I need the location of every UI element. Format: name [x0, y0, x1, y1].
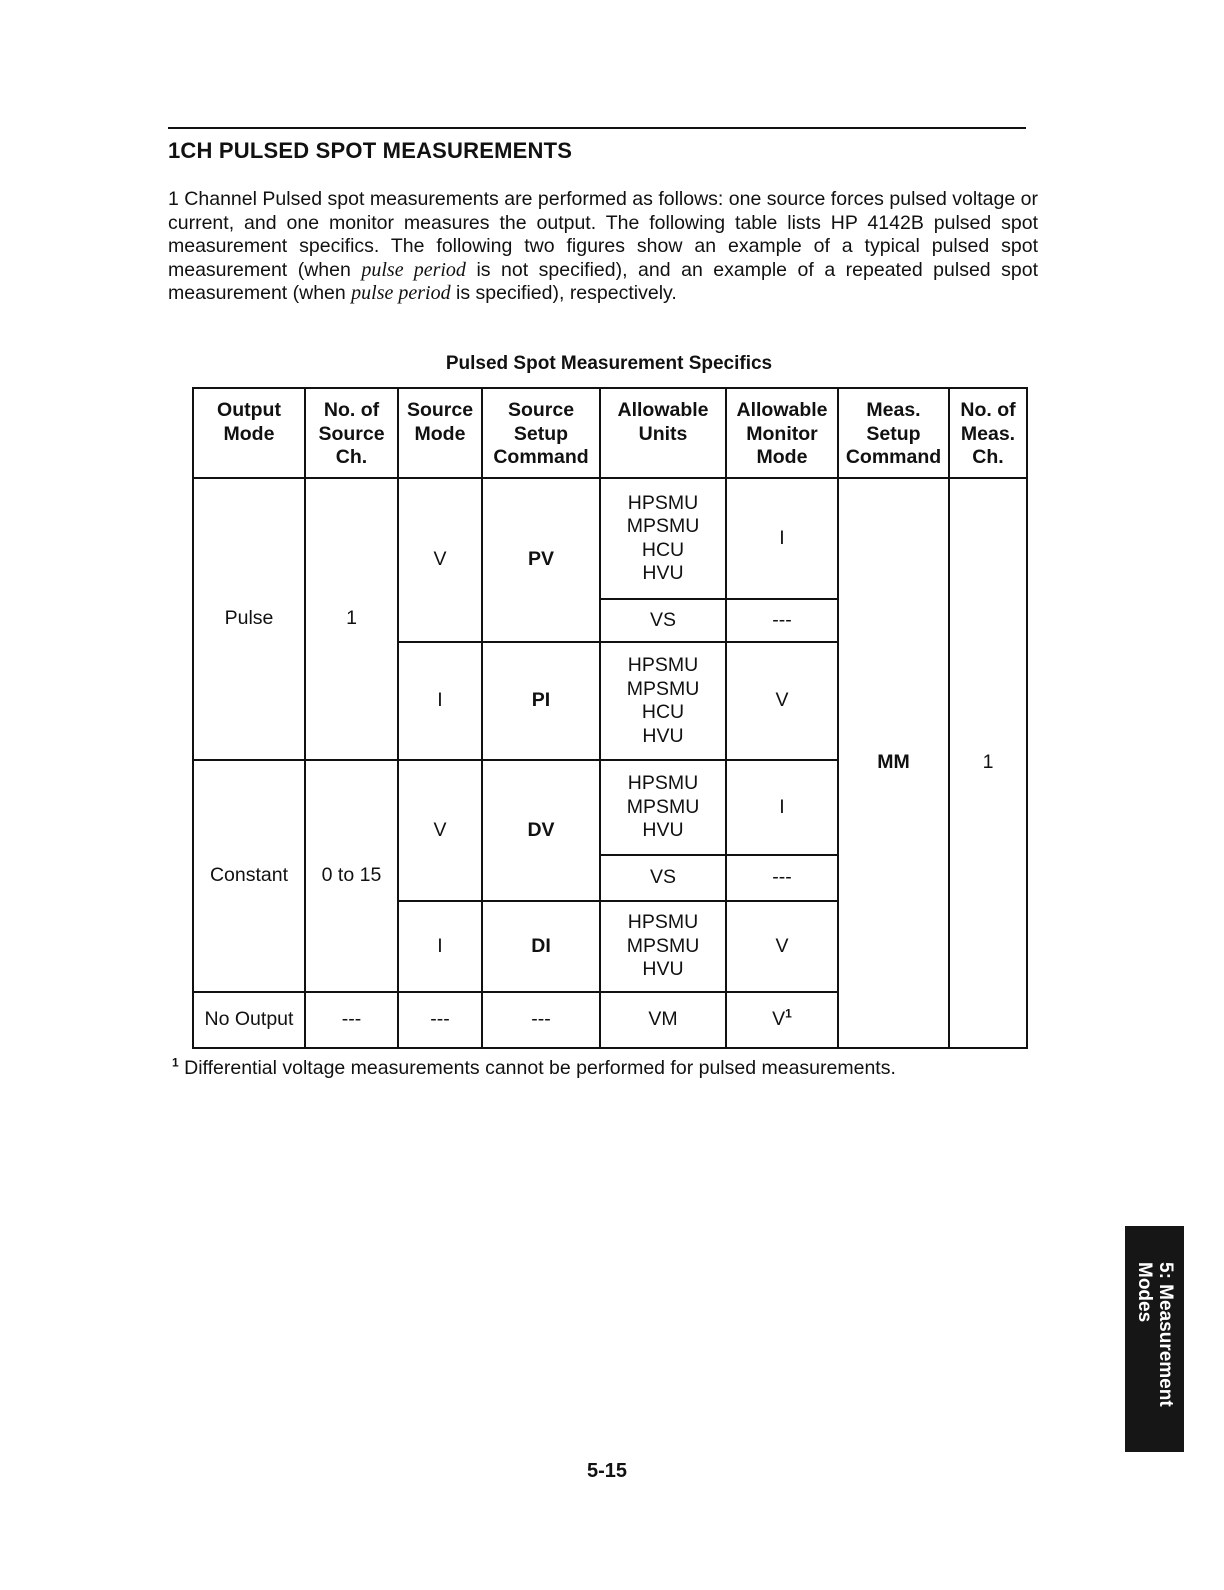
- no-output-source-ch: ---: [305, 992, 398, 1048]
- pulse-output-mode: Pulse: [193, 478, 305, 760]
- page-number: 5-15: [586, 1460, 628, 1482]
- constant-output-mode: Constant: [193, 760, 305, 992]
- constant-v-mode: V: [398, 760, 482, 901]
- chapter-tab-label: [1125, 1226, 1184, 1452]
- pulse-source-ch: 1: [305, 478, 398, 760]
- table-header-row: [193, 388, 1027, 478]
- chapter-tab-line-2: Modes: [1134, 1262, 1155, 1323]
- pulse-i-mode: I: [398, 642, 482, 760]
- header-output-mode: Output Mode: [193, 388, 305, 478]
- pulse-i-monitor: V: [726, 642, 838, 760]
- section-title: 1CH PULSED SPOT MEASUREMENTS: [168, 138, 573, 163]
- constant-v-cmd: DV: [482, 760, 600, 901]
- intro-italic-1: pulse period: [361, 258, 466, 281]
- pulse-vs-monitor: ---: [726, 599, 838, 642]
- no-output-source-cmd: ---: [482, 992, 600, 1048]
- constant-vs-monitor: ---: [726, 855, 838, 901]
- header-source-mode: Source Mode: [398, 388, 482, 478]
- table-caption: Pulsed Spot Measurement Specifics: [445, 353, 773, 374]
- constant-i-cmd: DI: [482, 901, 600, 992]
- footnote-ref: 1: [785, 1006, 792, 1021]
- table-row: [193, 478, 1027, 599]
- pulse-v-cmd: PV: [482, 478, 600, 642]
- footnote-marker: 1: [172, 1055, 179, 1070]
- intro-italic-2: pulse period: [351, 282, 451, 304]
- no-output-unit: VM: [600, 992, 726, 1048]
- intro-text-1: 1 Channel Pulsed spot measurements are performed as follows: one source forces pulsed voltage or current, and one monitor measures the output. The following table lists HP 4142B pulsed spot measurement specifics. The following two figures show an example of a typical pulsed spot measurement (when: [168, 188, 1038, 281]
- pulse-v-units: HPSMU MPSMU HCU HVU: [600, 478, 726, 599]
- intro-text-2: is not specified), and an example of a repeated pulsed spot measurement (when: [168, 258, 1039, 304]
- header-meas-cmd: Meas. Setup Command: [838, 388, 949, 478]
- pulse-i-units: HPSMU MPSMU HCU HVU: [600, 642, 726, 760]
- constant-i-mode: I: [398, 901, 482, 992]
- constant-v-units: HPSMU MPSMU HVU: [600, 760, 726, 855]
- constant-i-units: HPSMU MPSMU HVU: [600, 901, 726, 992]
- no-output-monitor: $V^1$: [726, 992, 838, 1048]
- footnote: [172, 1057, 896, 1080]
- header-monitor-mode: Allowable Monitor Mode: [726, 388, 838, 478]
- top-rule: [168, 127, 1026, 129]
- constant-source-ch: 0 to 15: [305, 760, 398, 992]
- meas-channel-count: 1: [949, 478, 1027, 1048]
- footnote-text: Differential voltage measurements cannot be performed for pulsed measurements.: [184, 1057, 896, 1079]
- chapter-tab-line-1: 5: Measurement: [1155, 1262, 1176, 1407]
- pulse-v-monitor: I: [726, 478, 838, 599]
- intro-text-3: is specified), respectively.: [450, 282, 677, 304]
- intro-paragraph: [168, 188, 1038, 306]
- header-source-cmd: Source Setup Command: [482, 388, 600, 478]
- spec-table: [192, 387, 1028, 1049]
- meas-setup-command: MM: [838, 478, 949, 1048]
- header-source-ch: No. of Source Ch.: [305, 388, 398, 478]
- constant-i-monitor: V: [726, 901, 838, 992]
- constant-v-monitor: I: [726, 760, 838, 855]
- constant-vs-unit: VS: [600, 855, 726, 901]
- pulse-vs-unit: VS: [600, 599, 726, 642]
- no-output-source-mode: ---: [398, 992, 482, 1048]
- header-units: Allowable Units: [600, 388, 726, 478]
- pulse-v-mode: V: [398, 478, 482, 642]
- header-meas-ch: No. of Meas. Ch.: [949, 388, 1027, 478]
- no-output-mode: No Output: [193, 992, 305, 1048]
- pulse-i-cmd: PI: [482, 642, 600, 760]
